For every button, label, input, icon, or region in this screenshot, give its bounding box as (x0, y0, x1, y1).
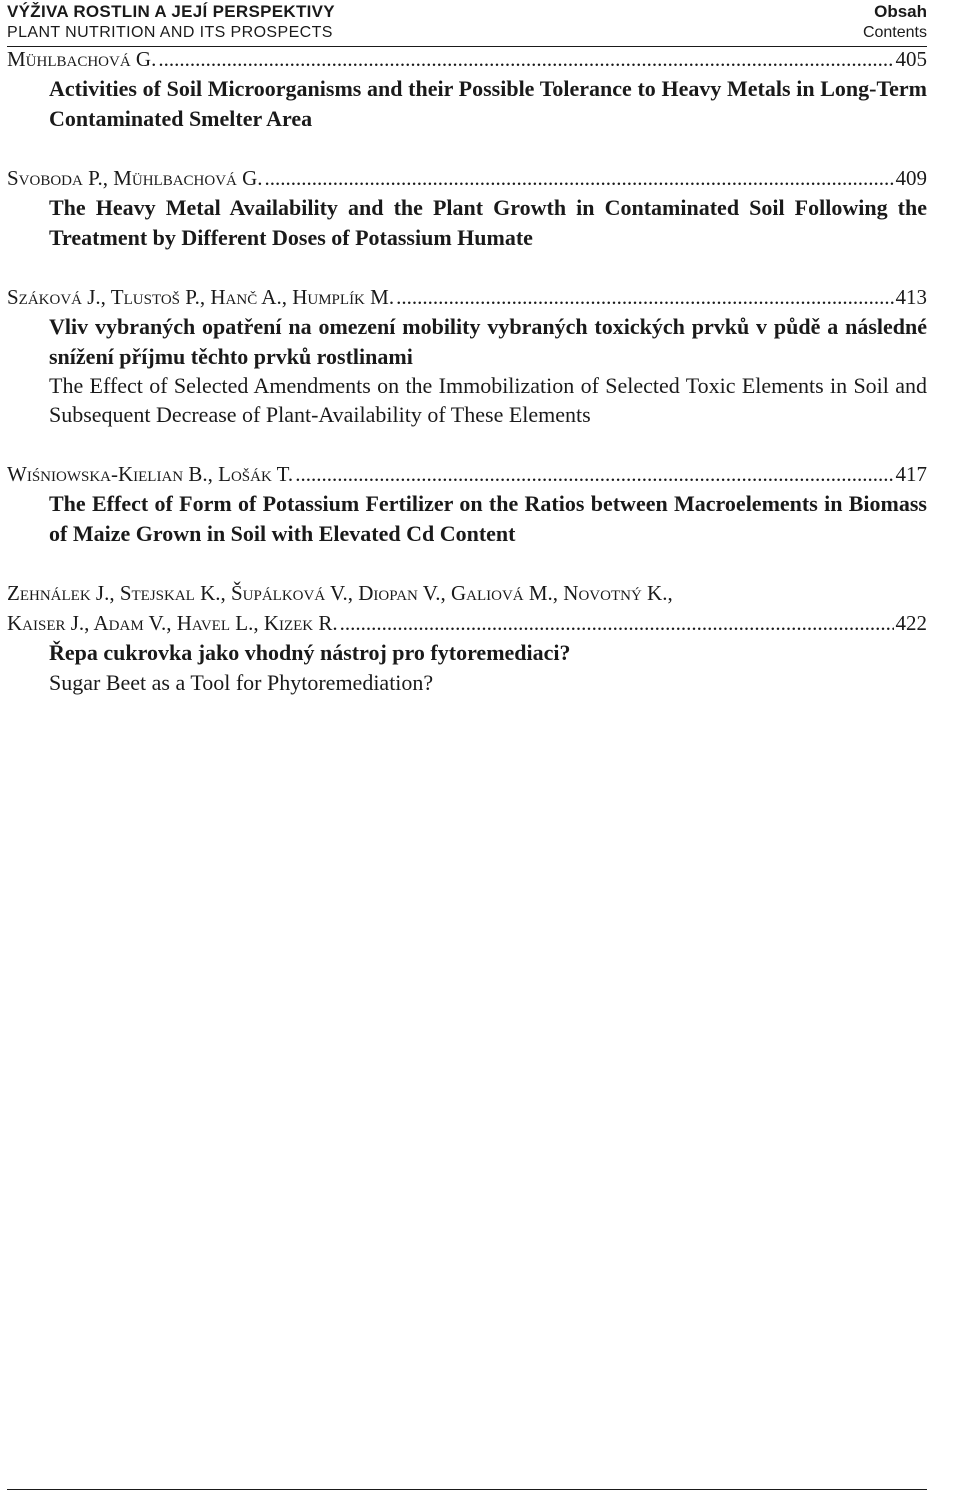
entry-title-english: Sugar Beet as a Tool for Phytoremediation? (49, 669, 434, 695)
entry-page-number: 405 (895, 47, 927, 71)
entry-authors: Svoboda P., Mühlbachová G. (7, 166, 263, 190)
entry-title-block (49, 638, 927, 697)
entry-authors-line (7, 459, 927, 489)
entry-authors: Wiśniowska-Kielian B., Lošák T. (7, 462, 294, 486)
toc-entry (7, 459, 927, 548)
entry-title: The Heavy Metal Availability and the Plant Growth in Contaminated Soil Following the Treatment by Different Doses of Potassium Humate (49, 195, 927, 250)
toc-entry (7, 282, 927, 429)
journal-title-czech: VÝŽIVA ROSTLIN A JEJÍ PERSPEKTIVY (7, 2, 335, 21)
entry-page-number: 409 (895, 166, 927, 190)
entry-authors-line (7, 282, 927, 312)
section-title-english: Contents (862, 24, 927, 41)
entry-title: Activities of Soil Microorganisms and their Possible Tolerance to Heavy Metals in Long-Term Contaminated Smelter Area (49, 76, 927, 131)
entry-authors-line (7, 44, 927, 74)
entry-title-block (49, 312, 927, 429)
entry-title-block (49, 74, 927, 133)
entry-authors-line (7, 163, 927, 193)
entry-authors: Száková J., Tlustoš P., Hanč A., Humplík M. (7, 285, 395, 309)
entry-title-czech: Vliv vybraných opatření na omezení mobility vybraných toxických prvků v půdě a následné snížení příjmu těchto prvků rostlinami (49, 314, 927, 369)
dot-leader (265, 163, 894, 193)
dot-leader (295, 459, 893, 489)
toc-entry (7, 163, 927, 252)
entry-title-block (49, 193, 927, 252)
dot-leader (340, 608, 894, 638)
entry-page-number: 417 (895, 462, 927, 486)
running-header (7, 0, 927, 48)
section-title-czech: Obsah (874, 2, 927, 21)
footer-rule (7, 1489, 927, 1490)
dot-leader (396, 282, 893, 312)
entry-authors-first-line: Zehnálek J., Stejskal K., Šupálková V., Diopan V., Galiová M., Novotný K., (7, 581, 673, 605)
entry-page-number: 422 (895, 611, 927, 635)
entry-authors: Mühlbachová G. (7, 47, 157, 71)
dot-leader (158, 44, 893, 74)
entry-title-czech: Řepa cukrovka jako vhodný nástroj pro fytoremediaci? (49, 640, 571, 665)
entry-page-number: 413 (895, 285, 927, 309)
entry-title-english: The Effect of Selected Amendments on the Immobilization of Selected Toxic Elements in Soil and Subsequent Decrease of Plant-Availability of These Elements (49, 373, 927, 427)
journal-title-english: PLANT NUTRITION AND ITS PROSPECTS (7, 24, 333, 41)
entry-title-block (49, 489, 927, 548)
table-of-contents (7, 44, 927, 697)
entry-authors: Kaiser J., Adam V., Havel L., Kizek R. (7, 611, 338, 635)
toc-entry (7, 44, 927, 133)
entry-authors-line (7, 608, 927, 638)
entry-title: The Effect of Form of Potassium Fertilizer on the Ratios between Macroelements in Biomass of Maize Grown in Soil with Elevated Cd Content (49, 491, 927, 546)
toc-entry (7, 578, 927, 697)
